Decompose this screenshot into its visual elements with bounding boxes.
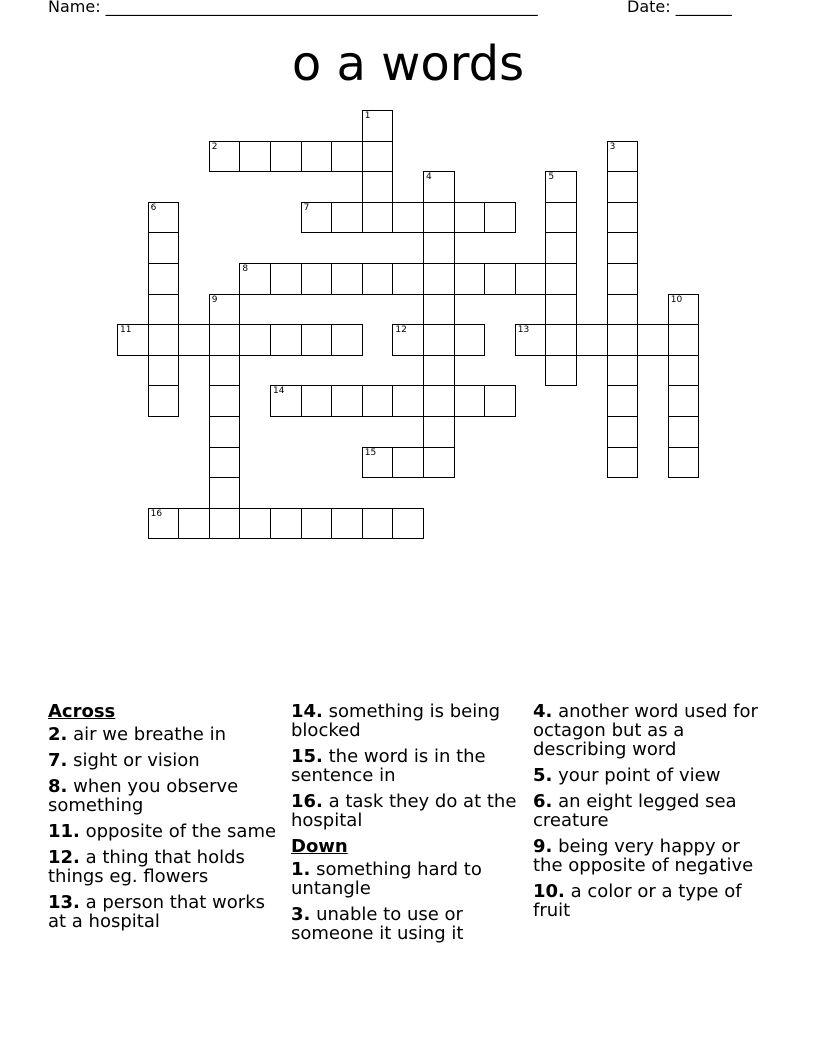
clue-number: 7. bbox=[48, 750, 68, 771]
clue-item bbox=[533, 792, 768, 830]
crossword-cell[interactable] bbox=[668, 416, 700, 448]
clue-item bbox=[48, 848, 278, 886]
crossword-cell[interactable] bbox=[148, 202, 180, 234]
crossword-cell[interactable] bbox=[362, 141, 394, 173]
clue-item bbox=[291, 860, 521, 898]
crossword-cell[interactable] bbox=[392, 324, 424, 356]
clue-text: the word is in the sentence in bbox=[291, 746, 486, 786]
crossword-cell[interactable] bbox=[454, 263, 486, 295]
crossword-cell[interactable] bbox=[362, 385, 394, 417]
crossword-cell[interactable] bbox=[545, 355, 577, 387]
crossword-cell[interactable] bbox=[392, 202, 424, 234]
cell-number: 14 bbox=[273, 386, 285, 397]
crossword-cell[interactable] bbox=[392, 508, 424, 540]
crossword-cell[interactable] bbox=[362, 171, 394, 203]
crossword-cell[interactable] bbox=[607, 324, 639, 356]
crossword-cell[interactable] bbox=[301, 141, 333, 173]
crossword-cell[interactable] bbox=[576, 324, 608, 356]
crossword-cell[interactable] bbox=[148, 508, 180, 540]
clue-item bbox=[48, 725, 278, 744]
crossword-cell[interactable] bbox=[484, 263, 516, 295]
crossword-cell[interactable] bbox=[454, 202, 486, 234]
crossword-cell[interactable] bbox=[423, 171, 455, 203]
clue-item bbox=[533, 882, 768, 920]
crossword-cell[interactable] bbox=[607, 263, 639, 295]
crossword-cell[interactable] bbox=[423, 232, 455, 264]
clue-text: unable to use or someone it using it bbox=[291, 904, 464, 944]
crossword-cell[interactable] bbox=[331, 202, 363, 234]
crossword-cell[interactable] bbox=[362, 447, 394, 479]
crossword-cell[interactable] bbox=[545, 202, 577, 234]
clue-number: 5. bbox=[533, 765, 553, 786]
crossword-cell[interactable] bbox=[668, 355, 700, 387]
crossword-cell[interactable] bbox=[392, 385, 424, 417]
crossword-cell[interactable] bbox=[331, 141, 363, 173]
crossword-cell[interactable] bbox=[117, 324, 149, 356]
crossword-cell[interactable] bbox=[209, 294, 241, 326]
clues-column-1 bbox=[48, 702, 278, 938]
clue-text: something hard to untangle bbox=[291, 859, 482, 899]
clue-number: 13. bbox=[48, 892, 80, 913]
clue-number: 16. bbox=[291, 791, 323, 812]
crossword-cell[interactable] bbox=[331, 263, 363, 295]
clue-item bbox=[291, 792, 521, 830]
clue-text: when you observe something bbox=[48, 776, 239, 816]
crossword-cell[interactable] bbox=[515, 263, 547, 295]
cell-number: 10 bbox=[670, 294, 683, 305]
crossword-cell[interactable] bbox=[331, 324, 363, 356]
clue-text: a task they do at the hospital bbox=[291, 791, 517, 831]
clue-text: your point of view bbox=[552, 765, 721, 786]
name-field-label: Name: ______________________________________________________ bbox=[48, 0, 538, 16]
cell-number: 1 bbox=[364, 111, 371, 121]
clue-text: a person that works at a hospital bbox=[48, 892, 265, 932]
crossword-cell[interactable] bbox=[607, 141, 639, 173]
crossword-cell[interactable] bbox=[423, 385, 455, 417]
date-field-label: Date: _______ bbox=[627, 0, 732, 16]
cell-number: 16 bbox=[150, 508, 163, 519]
crossword-cell[interactable] bbox=[301, 202, 333, 234]
clue-number: 11. bbox=[48, 821, 80, 842]
clue-item bbox=[48, 893, 278, 931]
crossword-cell[interactable] bbox=[362, 263, 394, 295]
cell-number: 9 bbox=[211, 294, 218, 305]
clue-item bbox=[291, 905, 521, 943]
crossword-cell[interactable] bbox=[209, 355, 241, 387]
crossword-cell[interactable] bbox=[331, 508, 363, 540]
clue-item bbox=[533, 837, 768, 875]
cell-number: 2 bbox=[211, 141, 218, 152]
crossword-cell[interactable] bbox=[178, 324, 210, 356]
crossword-cell[interactable] bbox=[270, 141, 302, 173]
crossword-cell[interactable] bbox=[637, 324, 669, 356]
crossword-cell[interactable] bbox=[362, 508, 394, 540]
clue-item bbox=[291, 702, 521, 740]
crossword-cell[interactable] bbox=[607, 294, 639, 326]
crossword-cell[interactable] bbox=[209, 416, 241, 448]
clue-text: a color or a type of fruit bbox=[533, 881, 742, 921]
cell-number: 4 bbox=[426, 172, 432, 183]
crossword-cell[interactable] bbox=[607, 416, 639, 448]
crossword-cell[interactable] bbox=[607, 385, 639, 417]
crossword-cell[interactable] bbox=[270, 385, 302, 417]
clue-text: air we breathe in bbox=[67, 724, 226, 745]
crossword-cell[interactable] bbox=[454, 385, 486, 417]
crossword-cell[interactable] bbox=[301, 263, 333, 295]
crossword-cell[interactable] bbox=[239, 324, 271, 356]
crossword-cell[interactable] bbox=[607, 447, 639, 479]
clue-text: sight or vision bbox=[67, 750, 200, 771]
crossword-cell[interactable] bbox=[423, 447, 455, 479]
crossword-cell[interactable] bbox=[239, 508, 271, 540]
crossword-cell[interactable] bbox=[209, 508, 241, 540]
cell-number: 5 bbox=[548, 172, 555, 183]
down-heading: Down bbox=[291, 836, 348, 857]
crossword-cell[interactable] bbox=[423, 416, 455, 448]
clue-number: 4. bbox=[533, 701, 553, 722]
clue-number: 3. bbox=[291, 904, 311, 925]
cell-number: 15 bbox=[364, 447, 377, 458]
crossword-cell[interactable] bbox=[607, 202, 639, 234]
clue-number: 10. bbox=[533, 881, 565, 902]
clue-number: 9. bbox=[533, 836, 553, 857]
crossword-cell[interactable] bbox=[545, 263, 577, 295]
crossword-cell[interactable] bbox=[392, 263, 424, 295]
crossword-cell[interactable] bbox=[545, 324, 577, 356]
clue-item bbox=[533, 702, 768, 759]
crossword-cell[interactable] bbox=[148, 385, 180, 417]
crossword-cell[interactable] bbox=[148, 232, 180, 264]
crossword-cell[interactable] bbox=[515, 324, 547, 356]
across-heading: Across bbox=[48, 701, 116, 722]
crossword-cell[interactable] bbox=[178, 508, 210, 540]
crossword-cell[interactable] bbox=[301, 324, 333, 356]
clue-number: 15. bbox=[291, 746, 323, 767]
crossword-cell[interactable] bbox=[209, 141, 241, 173]
clue-item bbox=[48, 751, 278, 770]
clue-number: 12. bbox=[48, 847, 80, 868]
crossword-cell[interactable] bbox=[607, 171, 639, 203]
crossword-cell[interactable] bbox=[423, 355, 455, 387]
clue-text: being very happy or the opposite of negative bbox=[533, 836, 754, 876]
crossword-cell[interactable] bbox=[392, 447, 424, 479]
crossword-cell[interactable] bbox=[454, 324, 486, 356]
clue-text: another word used for octagon but as a describing word bbox=[533, 701, 758, 760]
crossword-cell[interactable] bbox=[484, 202, 516, 234]
crossword-cell[interactable] bbox=[362, 110, 394, 142]
clue-number: 6. bbox=[533, 791, 553, 812]
cell-number: 7 bbox=[303, 202, 310, 213]
crossword-cell[interactable] bbox=[209, 385, 241, 417]
cell-number: 3 bbox=[609, 141, 616, 152]
clue-number: 1. bbox=[291, 859, 311, 880]
crossword-cell[interactable] bbox=[423, 263, 455, 295]
clue-number: 14. bbox=[291, 701, 323, 722]
crossword-cell[interactable] bbox=[209, 447, 241, 479]
clues-column-3 bbox=[533, 702, 768, 927]
crossword-cell[interactable] bbox=[545, 171, 577, 203]
crossword-cell[interactable] bbox=[148, 355, 180, 387]
crossword-cell[interactable] bbox=[668, 324, 700, 356]
crossword-cell[interactable] bbox=[270, 263, 302, 295]
crossword-cell[interactable] bbox=[301, 508, 333, 540]
crossword-cell[interactable] bbox=[209, 324, 241, 356]
crossword-cell[interactable] bbox=[484, 385, 516, 417]
crossword-cell[interactable] bbox=[668, 385, 700, 417]
crossword-cell[interactable] bbox=[148, 294, 180, 326]
crossword-cell[interactable] bbox=[668, 294, 700, 326]
crossword-cell[interactable] bbox=[362, 202, 394, 234]
crossword-cell[interactable] bbox=[607, 355, 639, 387]
clues-column-2 bbox=[291, 702, 521, 950]
crossword-cell[interactable] bbox=[331, 385, 363, 417]
crossword-cell[interactable] bbox=[239, 263, 271, 295]
crossword-cell[interactable] bbox=[668, 447, 700, 479]
clue-text: something is being blocked bbox=[291, 701, 501, 741]
crossword-cell[interactable] bbox=[148, 263, 180, 295]
page-title: o a words bbox=[291, 36, 525, 92]
crossword-cell[interactable] bbox=[270, 324, 302, 356]
crossword-cell[interactable] bbox=[423, 294, 455, 326]
cell-number: 12 bbox=[395, 325, 407, 336]
cell-number: 6 bbox=[150, 202, 157, 213]
clue-item bbox=[291, 747, 521, 785]
cell-number: 11 bbox=[120, 325, 132, 336]
clue-number: 2. bbox=[48, 724, 68, 745]
crossword-cell[interactable] bbox=[148, 324, 180, 356]
cell-number: 13 bbox=[517, 325, 530, 336]
clue-item bbox=[48, 822, 278, 841]
crossword-cell[interactable] bbox=[423, 324, 455, 356]
crossword-cell[interactable] bbox=[209, 477, 241, 509]
clue-item bbox=[48, 777, 278, 815]
clue-item bbox=[533, 766, 768, 785]
crossword-cell[interactable] bbox=[239, 141, 271, 173]
clue-text: a thing that holds things eg. flowers bbox=[48, 847, 245, 887]
clue-text: opposite of the same bbox=[79, 821, 277, 842]
crossword-cell[interactable] bbox=[545, 232, 577, 264]
clue-text: an eight legged sea creature bbox=[533, 791, 737, 831]
crossword-cell[interactable] bbox=[301, 385, 333, 417]
crossword-cell[interactable] bbox=[545, 294, 577, 326]
clue-number: 8. bbox=[48, 776, 68, 797]
crossword-cell[interactable] bbox=[270, 508, 302, 540]
crossword-cell[interactable] bbox=[423, 202, 455, 234]
crossword-cell[interactable] bbox=[607, 232, 639, 264]
cell-number: 8 bbox=[242, 264, 249, 274]
